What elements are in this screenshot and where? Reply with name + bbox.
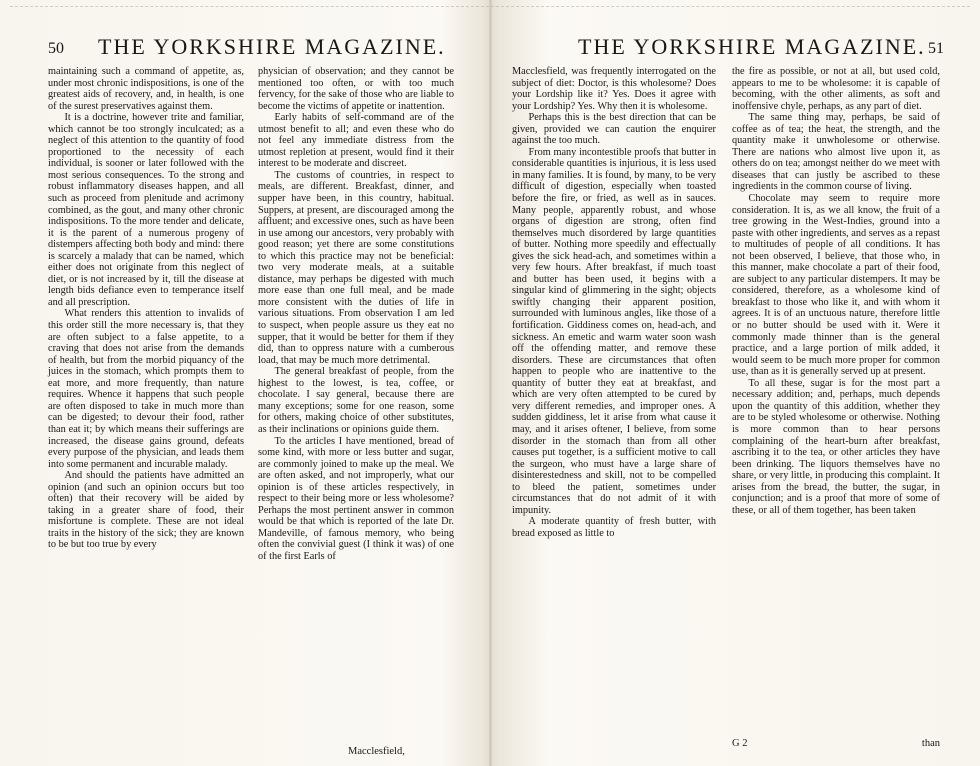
right-page-number: 51 [928, 40, 944, 57]
left-running-head: THE YORKSHIRE MAGAZINE. [98, 34, 446, 59]
right-column-2 [732, 66, 940, 516]
paragraph: It is a doctrine, however trite and familiar, which cannot be too strongly inculcated; as a neglect of this attention to the quantity of food proportioned to the necessity of each individual, is sooner or later followed with the most serious consequences. To the strong and robust inflammatory diseases happen, and all such as proceed from plenitude and acrimony combined, as the gout, and many other chronic indispositions. To the more tender and delicate, it is the parent of a numerous progeny of distempers affecting both body and mind: there is scarcely a malady that can be named, which either does not originate from this neglect of diet, or is not increased by it, till the disease at length bids defiance even to temperance itself and all prescription. [48, 112, 244, 308]
signature-mark: G 2 [732, 738, 748, 749]
right-catchword: than [921, 738, 940, 749]
paragraph: A moderate quantity of fresh butter, with bread exposed as little to [512, 516, 716, 539]
left-column-1 [48, 66, 244, 551]
left-catchword: Macclesfield, [348, 746, 405, 757]
paragraph: The same thing may, perhaps, be said of coffee as of tea; the heat, the strength, and the quantity make it unwholesome or otherwise. There are nations who almost live upon it, as others do on tea; amongst neither do we meet with diseases that can justly be ascribed to these ingredients in the common course of living. [732, 112, 940, 193]
left-page-header [48, 34, 468, 60]
paragraph: And should the patients have admitted an opinion (and such an opinion occurs but too often) that their recovery will be aided by taking in a greater share of food, their misfortune is complete. These are not ideal traits in the history of the sick; they are known to be but too true by every [48, 470, 244, 551]
right-page-header [512, 34, 944, 60]
book-gutter [489, 0, 492, 766]
left-page [48, 0, 468, 766]
right-column-1 [512, 66, 716, 539]
paragraph: The customs of countries, in respect to meals, are different. Breakfast, dinner, and supper have been, in this country, habitual. Suppers, at present, are discouraged among the affluent; and excessive ones, such as have been in use among our ancestors, very probably with good reason; yet there are some constitutions to which this practice may not be beneficial: two very moderate meals, at a suitable distance, may perhaps be digested with much more ease than one full meal, and be made more consistent with the duties of life in various situations. From observation I am led to suspect, when people assure us they eat no supper, that it would be better for them if they did, than to oppress nature with a cumberous load, that may be much more detrimental. [258, 169, 454, 366]
left-page-number: 50 [48, 40, 64, 57]
paragraph: Chocolate may seem to require more consideration. It is, as we all know, the fruit of a tree growing in the West-Indies, ground into a paste with other ingredients, and serves as a repast to multitudes of people of all conditions. It has not been observed, I believe, that those who, in this manner, make chocolate a part of their food, are subject to any particular distempers. It may be considered, therefore, as a wholesome kind of breakfast to those who like it, and with whom it agrees. It is of an unctuous nature, therefore little or no butter should be used with it. Were it commonly made thinner than is the general practice, and a large portion of milk added, it would seem to be much more proper for common use, than as it is generally served up at present. [732, 193, 940, 378]
right-running-head: THE YORKSHIRE MAGAZINE. [578, 34, 926, 59]
paragraph: maintaining such a command of appetite, as, under most chronic indispositions, is one of the greatest aids of recovery, and, in health, is one of the surest preservatives against them. [48, 66, 244, 112]
paragraph: Perhaps this is the best direction that can be given, provided we can caution the enquirer against the too much. [512, 112, 716, 147]
paragraph: The general breakfast of people, from the highest to the lowest, is tea, coffee, or chocolate. I say general, because there are many exceptions; some for one reason, some for others, making choice of other substitutes, as their inclinations or opinions guide them. [258, 366, 454, 435]
paragraph: physician of observation; and they cannot be mentioned too often, or with too much fervency, for the sake of those who are liable to become the victims of appetite or inattention. [258, 66, 454, 112]
paragraph: To all these, sugar is for the most part a necessary addition; and, perhaps, much depends upon the quantity of this addition, whether they are to be styled wholesome or otherwise. Nothing is more common than to hear persons complaining of the heart-burn after breakfast, ascribing it to the tea, or other articles they have been drinking. The liquors themselves have no share, or very little, in producing this complaint. It arises from the bread, the butter, the sugar, in conjunction; and is a proof that more of some of these, or all of them together, has been taken [732, 377, 940, 516]
paragraph: From many incontestible proofs that butter in considerable quantities is injurious, it is less used in many families. It is found, by many, to be very difficult of digestion, especially when toasted before the fire, or fried, as well as in sauces. Many people, apparently robust, and whose organs of digestion are strong, often find themselves much disordered by large quantities of butter. Nothing more speedily and effectually gives the sick head-ach, and sometimes within a very few hours. After breakfast, if much toast and butter has been used, it begins with a singular kind of glimmering in the sight; objects swiftly changing their apparent position, surrounded with luminous angles, like those of a fortification. Giddiness comes on, head-ach, and sickness. An emetic and warm water soon wash off the offending matter, and remove these disorders. These are circumstances that often happen to people who are inattentive to the quantity of butter they eat at breakfast, and which are very often attempted to be cured by very different remedies, and improper ones. A sudden giddiness, let it arise from what cause it may, and it arises oftener, I believe, from some disorder in the stomach than from all other causes put together, is a sufficient motive to call the surgeon, who must have a large share of disinterestedness and skill, not to be compelled to bleed the patient, sometimes under circumstances that do not admit of it with impunity. [512, 146, 716, 516]
paragraph: Early habits of self-command are of the utmost benefit to all; and even these who do not feel any immediate distress from the utmost repletion at present, would find it their interest to be moderate and discreet. [258, 112, 454, 170]
paragraph: Macclesfield, was frequently interrogated on the subject of diet: Doctor, is this wholesome? Does your Lordship like it? Yes. Does it agree with your Lordship? Yes. Why then it is wholesome. [512, 66, 716, 112]
paragraph: To the articles I have mentioned, bread of some kind, with more or less butter and sugar, are commonly joined to make up the meal. We are often asked, and not improperly, what our opinion is of these articles respectively, in respect to their being more or less wholesome? Perhaps the most pertinent answer in common would be that which is reported of the late Dr. Mandeville, of famous memory, who being often the convivial guest (I think it was) of one of the first Earls of [258, 435, 454, 562]
right-page [512, 0, 944, 766]
left-column-2 [258, 66, 454, 563]
paragraph: What renders this attention to invalids of this order still the more necessary is, that they are often subject to a false appetite, to a craving that does not arise from the demands of health, but from the morbid piquancy of the juices in the stomach, which prompts them to eat more, and more frequently, than nature requires. Whence it happens that such people are often disposed to take in much more than can be digested; to devour their food, rather than eat it; by which means their sufferings are increased, the disease gains ground, defeats every purpose of the physician, and leads them into some permanent and incurable malady. [48, 308, 244, 470]
paragraph: the fire as possible, or not at all, but used cold, appears to me to be wholesome: it is capable of becoming, with the other aliments, as soft and inoffensive chyle, perhaps, as any part of diet. [732, 66, 940, 112]
